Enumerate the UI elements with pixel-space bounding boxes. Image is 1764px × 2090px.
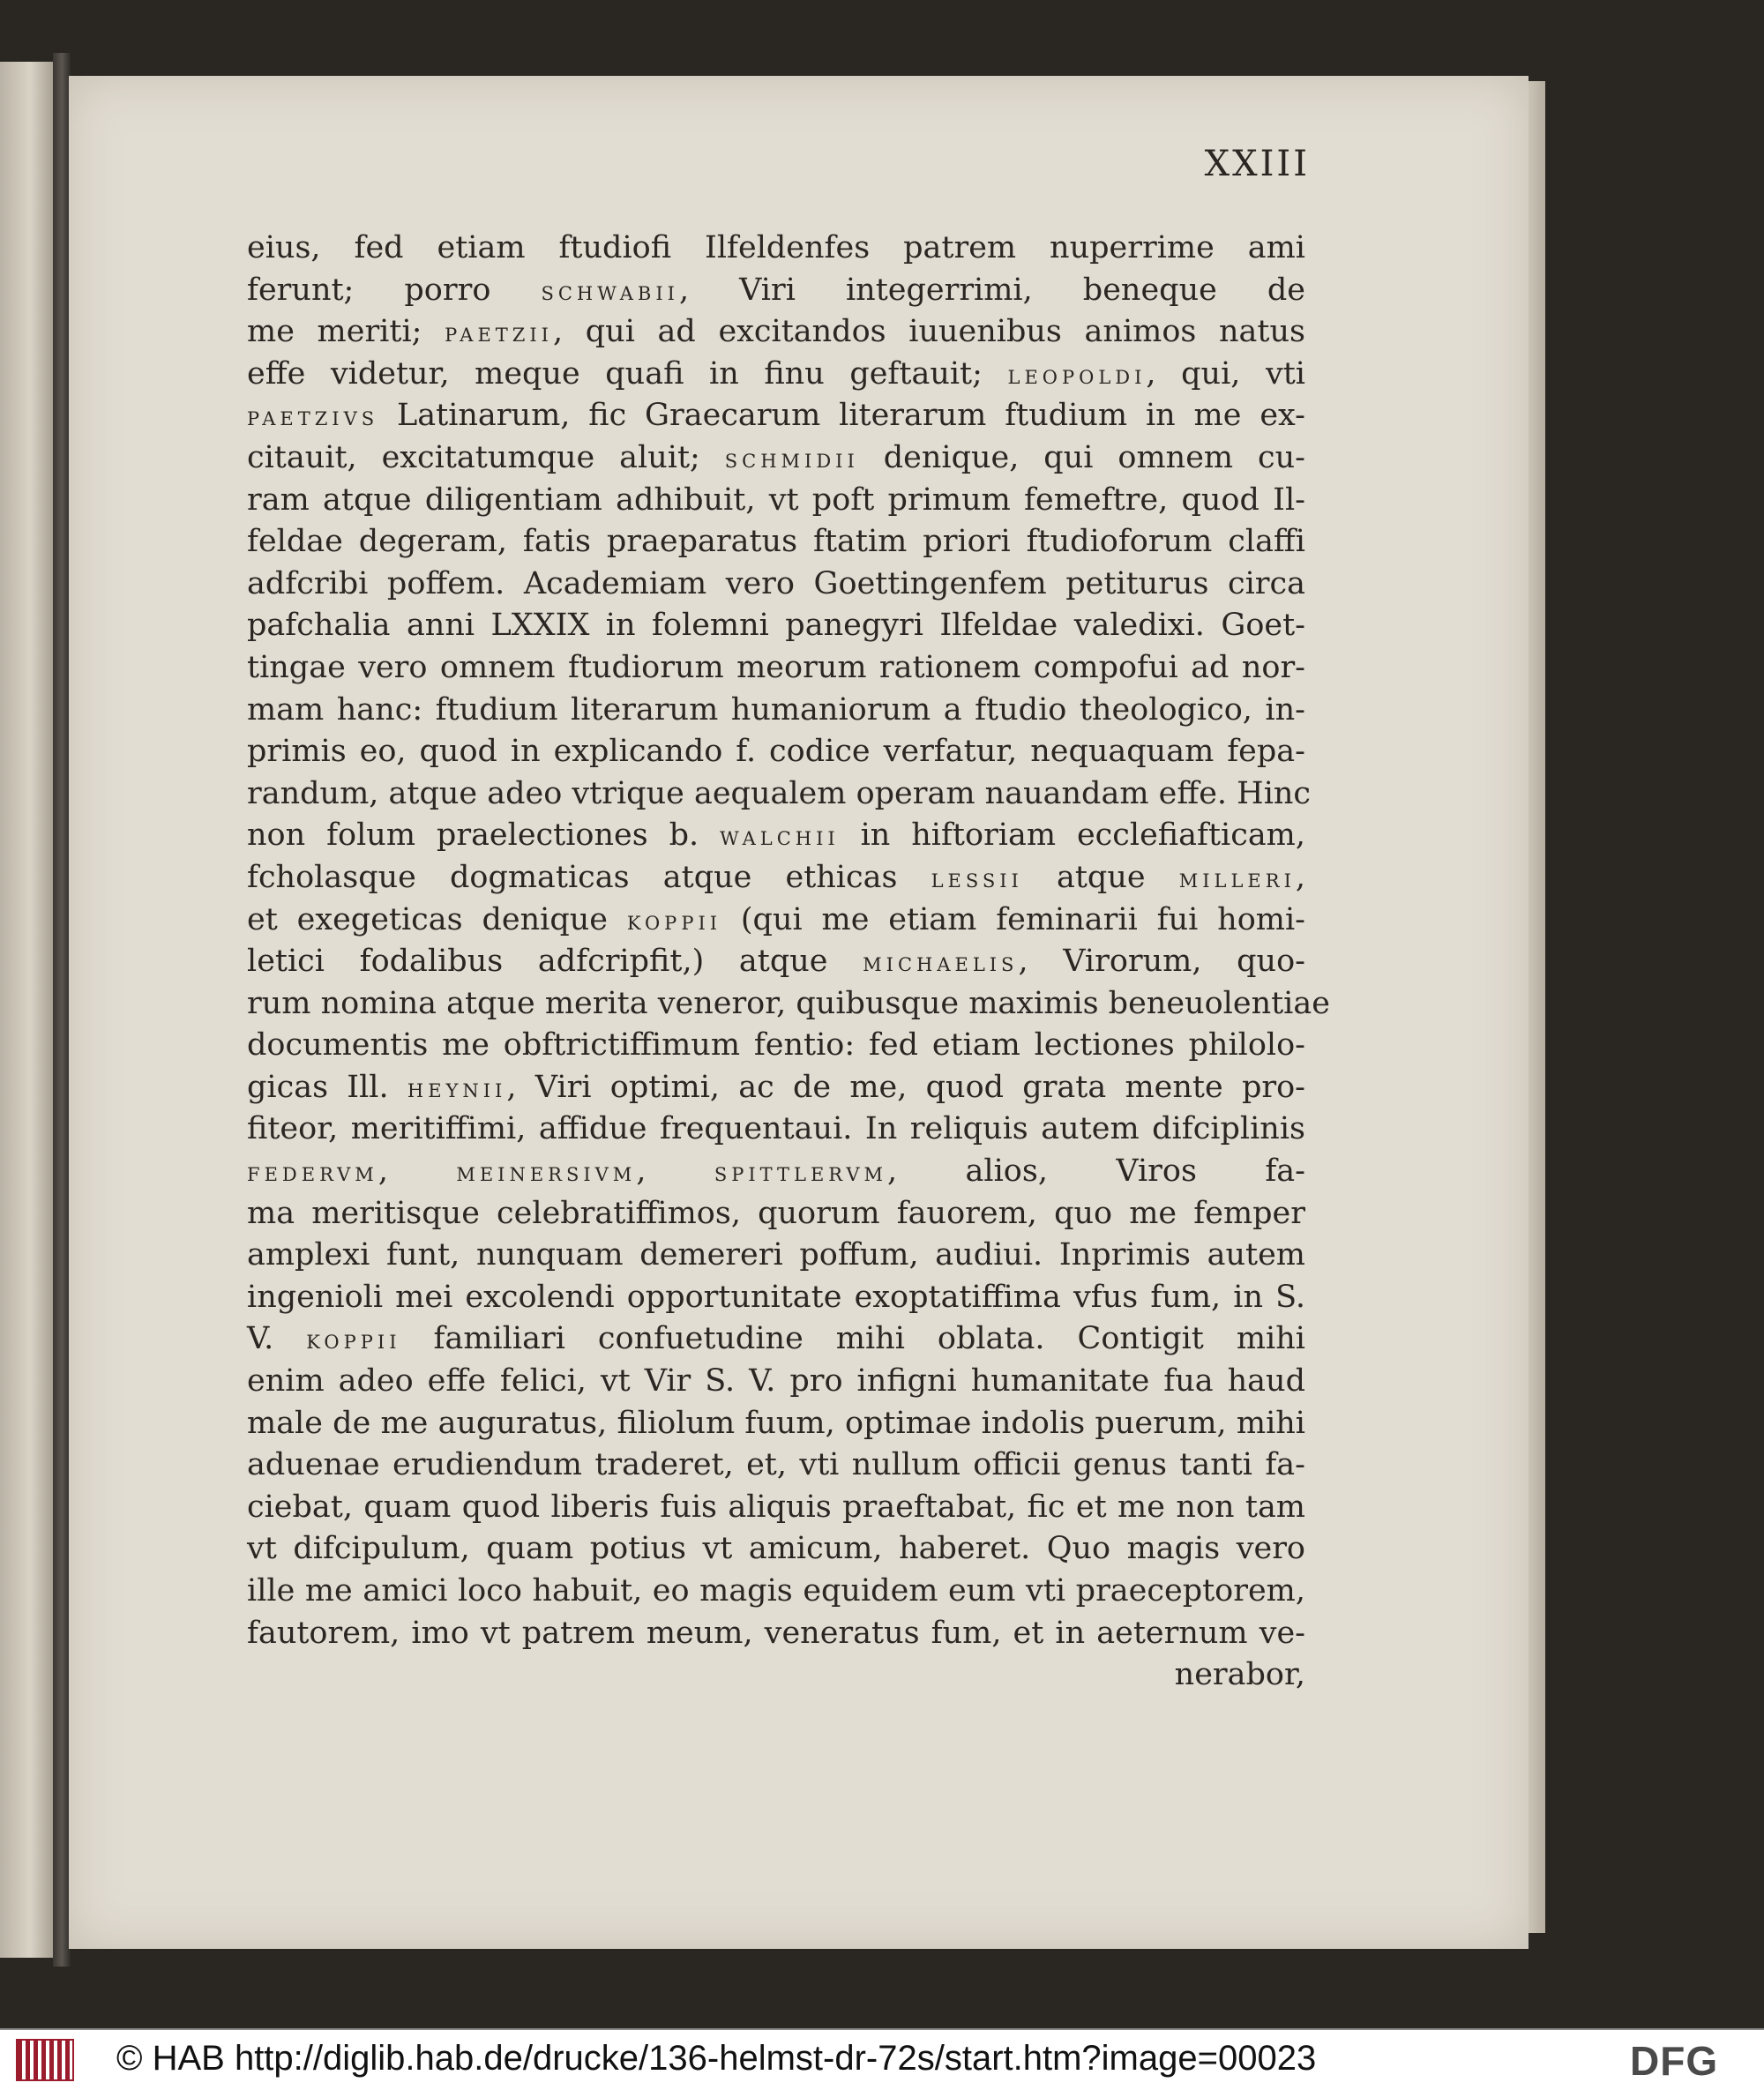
text-line <box>247 1403 1305 1445</box>
text-run: me meriti; <box>247 314 445 350</box>
text-run: , Viri integerrimi, beneque de <box>678 272 1305 308</box>
small-caps-name: SCHWABII <box>541 282 679 304</box>
text-run: rum nomina atque merita veneror, quibusque maximis beneuolentiae <box>247 985 1330 1021</box>
text-line <box>247 1277 1305 1319</box>
text-run: eius, fed etiam ftudiofi Ilfeldenfes patrem nuperrime ami <box>247 230 1305 265</box>
page-number: XXIII <box>1204 144 1310 184</box>
text-line <box>247 564 1305 606</box>
small-caps-name: FEDERVM <box>247 1164 378 1186</box>
text-run: ingenioli mei excolendi opportunitate exoptatiffima vfus fum, in S. <box>247 1279 1305 1315</box>
small-caps-name: KOPPII <box>626 912 722 934</box>
copyright-url-text: © HAB http://diglib.hab.de/drucke/136-helmst-dr-72s/start.htm?image=00023 <box>116 2039 1317 2078</box>
text-line <box>247 1235 1305 1277</box>
text-line <box>247 1444 1305 1487</box>
text-run: randum, atque adeo vtrique aequalem operam nauandam effe. Hinc <box>247 775 1312 811</box>
text-run: , qui, vti <box>1146 355 1305 392</box>
text-run: Latinarum, fic Graecarum literarum ftudium in me ex- <box>378 398 1305 434</box>
text-line <box>247 354 1305 396</box>
text-line <box>247 690 1305 732</box>
text-run: atque <box>1022 859 1179 895</box>
text-run: ille me amici loco habuit, eo magis equidem eum vti praeceptorem, <box>247 1573 1305 1609</box>
text-run: fautorem, imo vt patrem meum, veneratus fum, et in aeternum ve- <box>247 1615 1305 1651</box>
small-caps-name: MILLERI <box>1178 870 1296 892</box>
text-line <box>247 857 1305 899</box>
text-run: enim adeo effe felici, vt Vir S. V. pro infigni humanitate fua haud <box>247 1363 1305 1400</box>
text-run: aduenae erudiendum traderet, et, vti nullum officii genus tanti fa- <box>247 1447 1305 1483</box>
small-caps-name: HEYNII <box>407 1079 507 1101</box>
dfg-logo: DFG <box>1630 2038 1719 2084</box>
text-line <box>247 395 1305 437</box>
text-run: feldae degeram, fatis praeparatus ftatim priori ftudioforum claffi <box>247 524 1305 560</box>
text-line <box>247 815 1305 857</box>
small-caps-name: KOPPII <box>306 1332 401 1354</box>
text-run: pafchalia anni LXXIX in folemni panegyri Ilfeldae valedixi. Goet- <box>247 608 1305 644</box>
text-line <box>247 1571 1305 1613</box>
text-line <box>247 1067 1305 1109</box>
text-run: , alios, Viros fa- <box>887 1153 1305 1190</box>
text-line <box>247 899 1305 942</box>
text-run: effe videtur, meque quafi in finu geftauit; <box>247 355 1008 392</box>
footer-bar <box>0 2028 1764 2090</box>
text-run: , qui ad excitandos iuuenibus animos natus <box>552 314 1305 350</box>
text-line <box>247 1025 1305 1067</box>
text-line <box>247 1613 1305 1655</box>
text-line <box>247 480 1305 522</box>
text-run: ma meritisque celebratiffimos, quorum fauorem, quo me femper <box>247 1195 1305 1231</box>
text-run: primis eo, quod in explicando f. codice verfatur, nequaquam fepa- <box>247 734 1305 770</box>
small-caps-name: WALCHII <box>720 828 840 850</box>
text-run: in hiftoriam ecclefiafticam, <box>839 817 1305 854</box>
small-caps-name: PAETZIVS <box>247 408 379 430</box>
text-run: amplexi funt, nunquam demereri poffum, audiui. Inprimis autem <box>247 1237 1305 1273</box>
book-gutter <box>53 53 71 1967</box>
text-line <box>247 437 1305 480</box>
hab-logo-icon <box>16 2039 74 2081</box>
text-run: ferunt; porro <box>247 272 542 308</box>
text-run: ciebat, quam quod liberis fuis aliquis praeftabat, fic et me non tam <box>247 1489 1305 1525</box>
text-line <box>247 1151 1305 1193</box>
text-run: documentis me obftrictiffimum fentio: fed etiam lectiones philolo- <box>247 1027 1305 1064</box>
text-line <box>247 1528 1305 1571</box>
text-run: tingae vero omnem ftudiorum meorum rationem compofui ad nor- <box>247 649 1305 685</box>
text-run: citauit, excitatumque aluit; <box>247 439 725 475</box>
text-line <box>247 228 1305 270</box>
text-line <box>247 521 1305 564</box>
text-run: letici fodalibus adfcripfit,) atque <box>247 944 863 980</box>
text-line <box>247 1487 1305 1529</box>
text-run: (qui me etiam feminarii fui homi- <box>721 901 1305 937</box>
text-run: fcholasque dogmaticas atque ethicas <box>247 859 931 895</box>
text-run: familiari confuetudine mihi oblata. Contigit mihi <box>400 1321 1305 1357</box>
text-line <box>247 731 1305 773</box>
text-line <box>247 1108 1305 1151</box>
text-run: fiteor, meritiffimi, affidue frequentaui. In reliquis autem difciplinis <box>247 1111 1305 1147</box>
text-line <box>247 1318 1305 1361</box>
text-line <box>247 1193 1305 1235</box>
text-run: non folum praelectiones b. <box>247 817 721 854</box>
text-line <box>247 270 1305 312</box>
small-caps-name: MICHAELIS <box>863 954 1019 976</box>
text-run: et exegeticas denique <box>247 901 627 937</box>
text-run: , <box>636 1153 714 1190</box>
page-body-text <box>247 228 1330 1697</box>
small-caps-name: PAETZII <box>445 325 553 347</box>
text-run: adfcribi poffem. Academiam vero Goettingenfem petiturus circa <box>247 565 1305 601</box>
text-line <box>247 773 1312 816</box>
text-line <box>247 605 1305 647</box>
text-run: , Virorum, quo- <box>1018 944 1305 980</box>
text-run: ram atque diligentiam adhibuit, vt poft primum femeftre, quod Il- <box>247 481 1305 518</box>
text-run: nerabor, <box>1174 1657 1305 1693</box>
text-line <box>247 311 1305 354</box>
text-run: , <box>1295 859 1305 895</box>
text-line <box>247 1654 1305 1697</box>
text-run: , <box>377 1153 457 1190</box>
text-run: denique, qui omnem cu- <box>858 439 1306 475</box>
text-line <box>247 647 1305 690</box>
previous-page-strip <box>0 62 55 1958</box>
text-run: gicas Ill. <box>247 1069 407 1105</box>
text-run: , Viri optimi, ac de me, quod grata mente pro- <box>506 1069 1305 1105</box>
small-caps-name: MEINERSIVM <box>456 1164 637 1186</box>
text-line <box>247 983 1330 1026</box>
text-run: mam hanc: ftudium literarum humaniorum a ftudio theologico, in- <box>247 691 1305 728</box>
text-run: male de me auguratus, filiolum fuum, optimae indolis puerum, mihi <box>247 1405 1305 1441</box>
text-run: vt difcipulum, quam potius vt amicum, haberet. Quo magis vero <box>247 1531 1305 1567</box>
small-caps-name: SPITTLERVM <box>714 1164 888 1186</box>
small-caps-name: SCHMIDII <box>724 450 859 472</box>
text-run: V. <box>247 1321 307 1357</box>
text-line <box>247 1361 1305 1403</box>
text-line <box>247 941 1305 983</box>
small-caps-name: LEOPOLDI <box>1007 366 1147 388</box>
small-caps-name: LESSII <box>931 870 1023 892</box>
